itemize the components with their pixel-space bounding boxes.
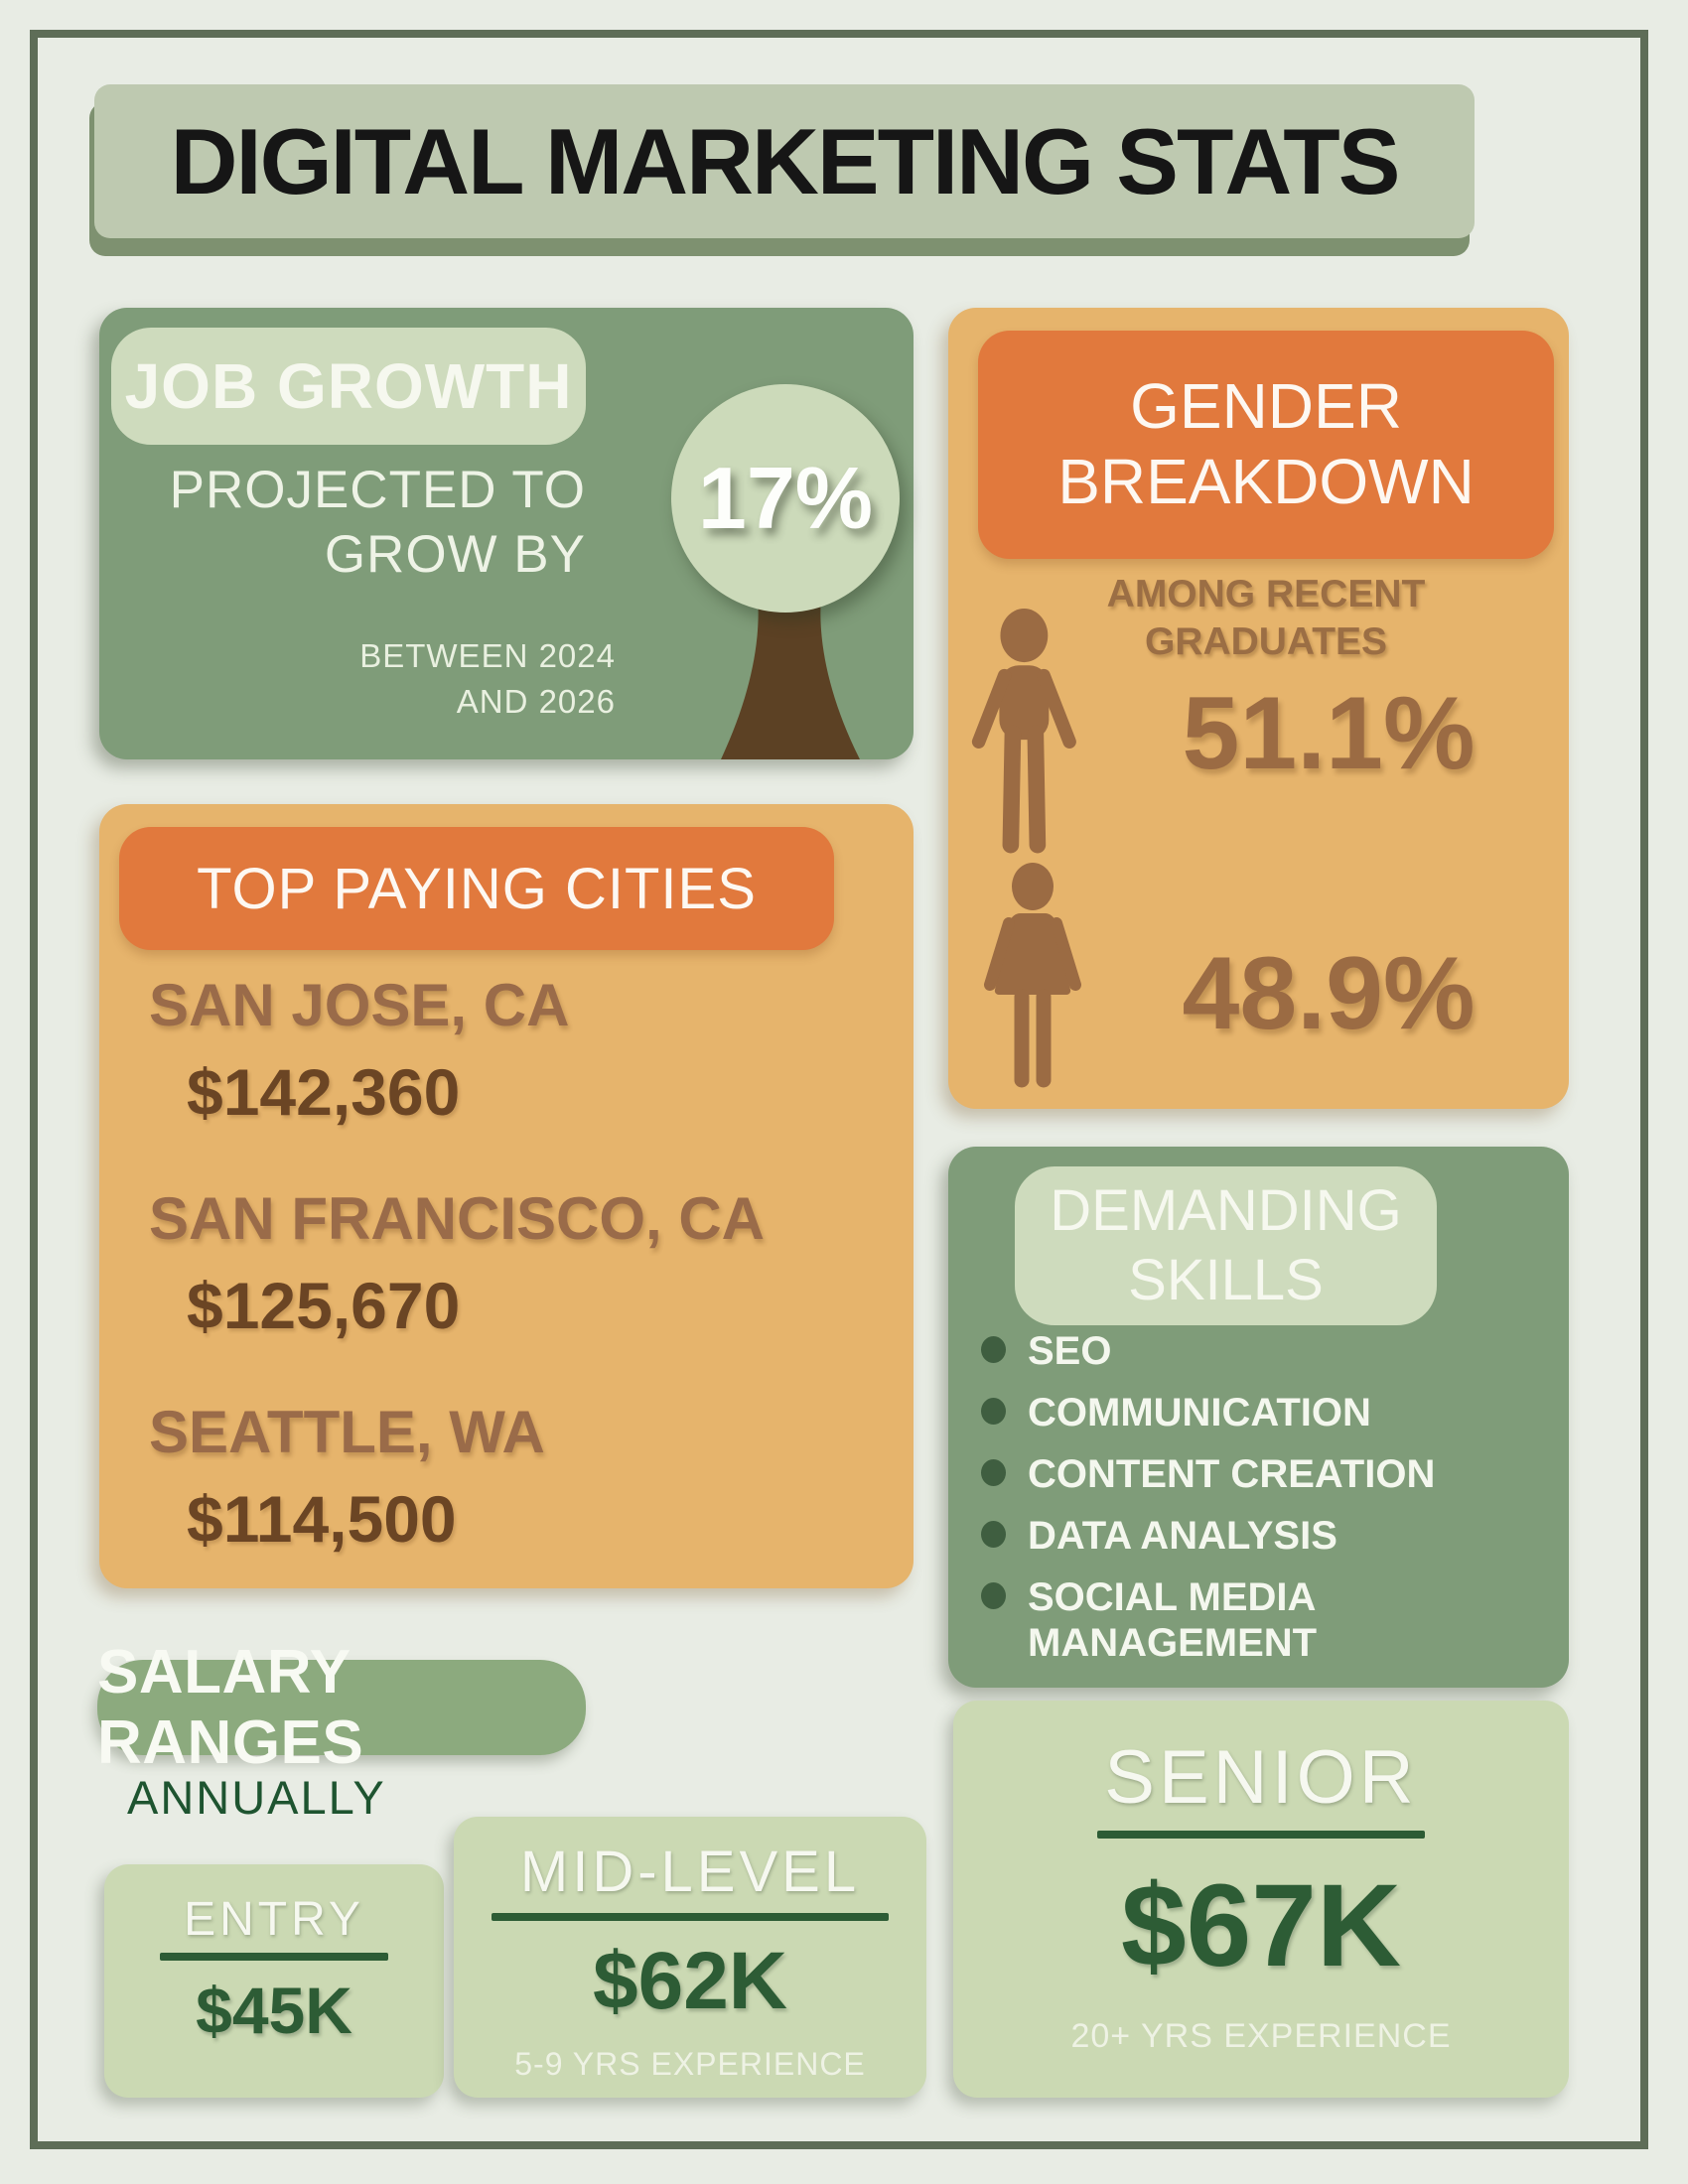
projected-text [139,459,586,587]
female-icon [973,862,1092,1097]
skill-item [981,1328,1552,1374]
entry-amount: $45K [196,1974,352,2047]
bullet-icon [981,1521,1006,1548]
entry-level-card [104,1864,444,2098]
gender-breakdown-header [978,331,1554,559]
senior-level-card [953,1701,1569,2098]
mid-level-label: MID-LEVEL [519,1840,861,1904]
bullet-icon [981,1398,1006,1425]
skill-item [981,1513,1552,1559]
mid-level-experience: 5-9 YRS EXPERIENCE [514,2046,866,2082]
skill-item [981,1451,1552,1497]
title-box [94,84,1475,238]
senior-experience: 20+ YRS EXPERIENCE [1070,2017,1452,2055]
bullet-icon [981,1336,1006,1363]
tree-foliage-icon [671,384,900,613]
city-name: SAN JOSE, CA [149,972,570,1038]
female-percent: 48.9% [1182,936,1476,1051]
city-salary: $125,670 [187,1269,461,1342]
salary-ranges-header [97,1638,586,1777]
gender-header-line2: BREAKDOWN [1057,446,1475,517]
city-name: SAN FRANCISCO, CA [149,1185,766,1252]
salary-ranges-label: SALARY RANGES [97,1638,364,1777]
skill-label: CONTENT CREATION [1028,1452,1436,1496]
entry-underline [160,1953,388,1961]
entry-label: ENTRY [184,1893,364,1946]
projected-line1: PROJECTED TO [169,461,586,519]
job-growth-percent: 17% [697,449,874,547]
male-icon [965,608,1089,868]
period-line2: AND 2026 [456,683,616,721]
skills-list [981,1328,1552,1682]
skill-label: SEO [1028,1329,1112,1373]
skill-label: COMMUNICATION [1028,1391,1371,1434]
period-line1: BETWEEN 2024 [359,637,616,674]
mid-level-amount: $62K [592,1936,788,2026]
bullet-icon [981,1459,1006,1486]
annually-label: ANNUALLY [127,1771,386,1824]
skills-header-line1: DEMANDING [1050,1178,1402,1244]
skill-label: SOCIAL MEDIA MANAGEMENT [1028,1575,1318,1665]
senior-label: SENIOR [1104,1735,1418,1820]
male-percent: 51.1% [1182,676,1476,791]
city-salary: $142,360 [187,1055,461,1129]
mid-level-card [454,1817,926,2098]
skill-item [981,1574,1552,1666]
cities-header-label: TOP PAYING CITIES [197,856,757,921]
mid-level-underline [492,1913,889,1921]
tree-trunk-icon [695,588,884,759]
page-title: DIGITAL MARKETING STATS [170,108,1399,213]
gender-subtitle-line2: GRADUATES [1144,619,1388,663]
skill-label: DATA ANALYSIS [1028,1514,1337,1558]
period-note [298,633,616,725]
job-growth-header-label: JOB GROWTH [124,350,573,422]
skill-item [981,1390,1552,1435]
senior-amount: $67K [1120,1860,1402,1991]
projected-line2: GROW BY [324,524,586,584]
demanding-skills-header [1015,1166,1437,1325]
job-growth-header [111,328,586,445]
gender-subtitle-line1: AMONG RECENT [1106,573,1426,615]
bullet-icon [981,1582,1006,1609]
gender-header-line1: GENDER [1130,370,1402,443]
skills-header-line2: SKILLS [1128,1248,1324,1312]
city-name: SEATTLE, WA [149,1399,545,1465]
senior-underline [1097,1831,1425,1839]
top-paying-cities-header [119,827,834,950]
city-salary: $114,500 [187,1482,457,1556]
